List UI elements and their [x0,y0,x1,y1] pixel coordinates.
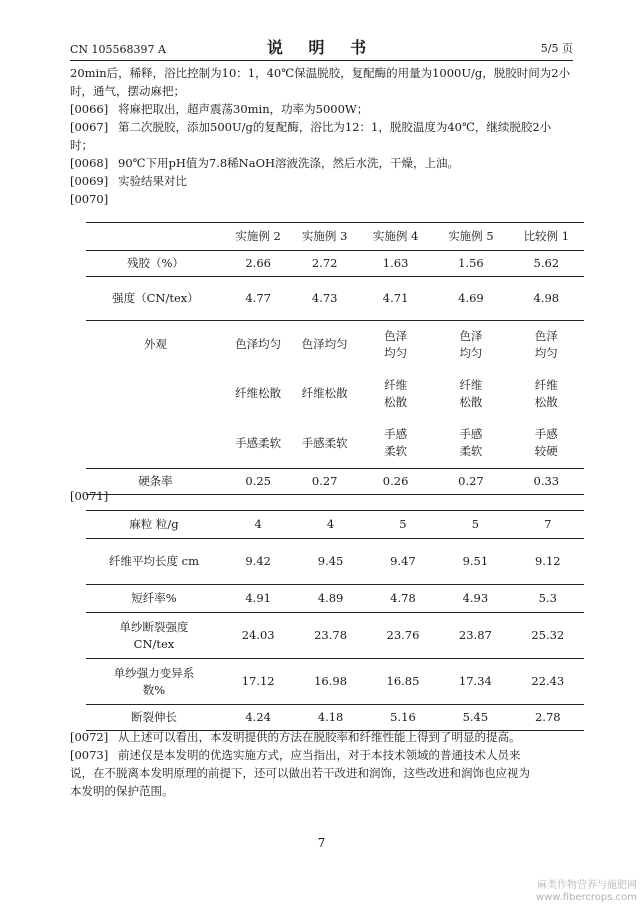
table-row [86,251,584,277]
table-cell: 纤维松散 [534,377,558,409]
table-cell: 5.62 [533,256,560,270]
table-cell: 17.34 [458,674,492,688]
table-cell: 5 [471,517,480,531]
table-cell: 色泽均匀 [235,337,282,352]
table-cell: 9.51 [462,554,489,568]
table-row [86,321,584,369]
doc-title: 说 明 书 [266,38,377,57]
table-cell: 色泽均匀 [534,328,558,360]
row-label: 残胶（%） [126,256,184,270]
table-cell: 0.26 [382,474,409,488]
text-line: 第二次脱胶，添加500U/g的复配酶，浴比为12：1，脱胶温度为40℃，继续脱胶2小 [118,120,552,134]
table-cell: 4.77 [245,291,271,305]
text-line: 时； [70,138,93,152]
table-cell: 9.12 [534,554,561,568]
table-cell: 色泽均匀 [301,337,348,352]
table-cell: 手感柔软 [384,427,408,459]
table-header-row [86,223,584,251]
table-cell: 4.73 [311,291,338,305]
table-row [86,419,584,469]
table-cell: 7 [544,517,552,531]
table-cell: 4.71 [382,291,409,305]
paragraph-number: [0068] [70,156,109,170]
table-row [86,705,584,731]
table-row [86,613,584,659]
table-cell: 23.76 [386,628,420,642]
row-label: 麻粒 粒/g [129,517,179,531]
table-row [86,659,584,705]
column-header: 实施例 3 [301,229,348,243]
paragraph-number: [0071] [70,489,109,503]
paragraphs-top [70,100,575,208]
table-cell: 4.98 [533,291,560,305]
watermark-line: www.fibercrops.com [535,892,637,903]
row-label: 硬条率 [138,474,173,488]
table-cell: 22.43 [531,674,565,688]
page-number: 7 [317,836,326,850]
table-cell: 17.12 [241,674,275,688]
table-cell: 16.98 [314,674,348,688]
column-header: 实施例 4 [372,229,419,243]
row-label: 外观 [143,337,167,352]
table-cell: 4 [326,517,335,531]
table-cell: 5 [399,517,407,531]
table-cell: 4.78 [390,591,416,605]
paragraph-number: [0070] [70,192,109,206]
intro-paragraph [70,64,575,100]
table-cell: 16.85 [386,674,420,688]
table-cell: 24.03 [241,628,275,642]
patent-number: CN 105568397 A [70,43,166,56]
row-label: 断裂伸长 [130,710,177,724]
table-cell: 4.93 [462,591,489,605]
header-divider [70,60,573,61]
table-cell: 5.45 [462,710,489,724]
paragraph-0071 [70,487,575,505]
text-line: 本发明的保护范围。 [70,784,174,798]
table-cell: 0.27 [311,474,338,488]
paragraph-0067 [70,118,575,154]
table-cell: 4.24 [245,710,271,724]
row-label: 短纤率% [131,591,177,605]
table-row [86,369,584,419]
text-line: 前述仅是本发明的优选实施方式，应当指出，对于本技术领域的普通技术人员来 [118,748,521,762]
table-cell [86,419,225,469]
paragraph-0068 [70,154,575,172]
table-cell: 手感柔软 [235,435,282,450]
paragraph-number: [0073] [70,748,109,762]
table-row [86,511,584,539]
text-line: 说，在不脱离本发明原理的前提下，还可以做出若干改进和润饰，这些改进和润饰也应视为 [70,766,530,780]
table-row [86,277,584,321]
table-cell: 23.78 [314,628,348,642]
table-cell: 1.56 [458,256,484,270]
table-cell: 9.45 [317,554,344,568]
row-label: 单纱断裂强度 CN/tex [119,619,189,651]
table-cell: 纤维松散 [384,377,408,409]
table-cell: 色泽均匀 [384,328,408,360]
row-label: 纤维平均长度 cm [108,554,199,568]
table-cell: 色泽均匀 [459,328,483,360]
column-header: 实施例 2 [235,229,281,243]
table-cell: 23.87 [458,628,492,642]
table-cell: 0.33 [533,474,560,488]
table-cell: 纤维松散 [301,386,348,400]
table-cell: 纤维松散 [235,386,282,400]
table-cell: 纤维松散 [459,377,483,409]
watermark [536,880,637,904]
text-line: 将麻把取出，超声震荡30min，功率为5000W； [118,102,369,116]
table-cell [86,223,225,251]
paragraph-number: [0072] [70,730,109,744]
table-cell: 4.91 [245,591,271,605]
paragraph-0073 [70,746,575,800]
table-cell: 2.78 [534,710,561,724]
paragraph-number: [0067] [70,120,109,134]
text-line: 时，通气，摆动麻把； [70,84,185,98]
table-cell: 手感较硬 [534,427,558,459]
table-cell: 0.27 [458,474,484,488]
paragraph-0072 [70,728,575,746]
paragraph-0070 [70,190,575,208]
table-cell: 手感柔软 [459,427,483,459]
table-cell: 1.63 [382,256,409,270]
table-cell: 手感柔软 [301,435,348,450]
text-line: 90℃下用pH值为7.8稀NaOH溶液洗涤，然后水洗，干燥，上油。 [118,156,460,170]
table-row [86,585,584,613]
paragraph-0069 [70,172,575,190]
table-cell: 2.66 [245,256,271,270]
text-line: 20min后，稀释，浴比控制为10：1，40℃保温脱胶，复配酶的用量为1000U/g，脱胶时间为2小 [70,66,571,80]
paragraph-number: [0069] [70,174,109,188]
text-line: 实验结果对比 [118,174,187,188]
table-cell [86,369,225,419]
table-cell: 4.69 [458,291,484,305]
paragraph-0066 [70,100,575,118]
table-cell: 5.3 [538,591,557,605]
text-line: 从上述可以看出，本发明提供的方法在脱胶率和纤维性能上得到了明显的提高。 [118,730,521,744]
table-cell: 4.89 [317,591,344,605]
table-cell: 4 [254,517,262,531]
table-cell: 0.25 [245,474,271,488]
column-header: 比较例 1 [523,229,570,243]
table-cell: 9.42 [245,554,271,568]
table-cell: 25.32 [531,628,565,642]
paragraph-number: [0066] [70,102,109,116]
table-cell: 5.16 [390,710,416,724]
row-label: 强度（CN/tex） [112,291,199,305]
row-label: 单纱强力变异系数% [113,665,195,697]
column-header: 实施例 5 [448,229,494,243]
results-table-1 [86,222,584,495]
page-header [70,38,573,60]
table-cell: 2.72 [311,256,338,270]
page-indicator: 5/5 页 [540,42,573,55]
table-cell: 4.18 [317,710,344,724]
table-row [86,539,584,585]
results-table-2 [86,510,584,731]
table-cell: 9.47 [390,554,416,568]
paragraphs-bottom [70,728,575,800]
watermark-line: 麻类作物营养与施肥网 [537,880,637,891]
